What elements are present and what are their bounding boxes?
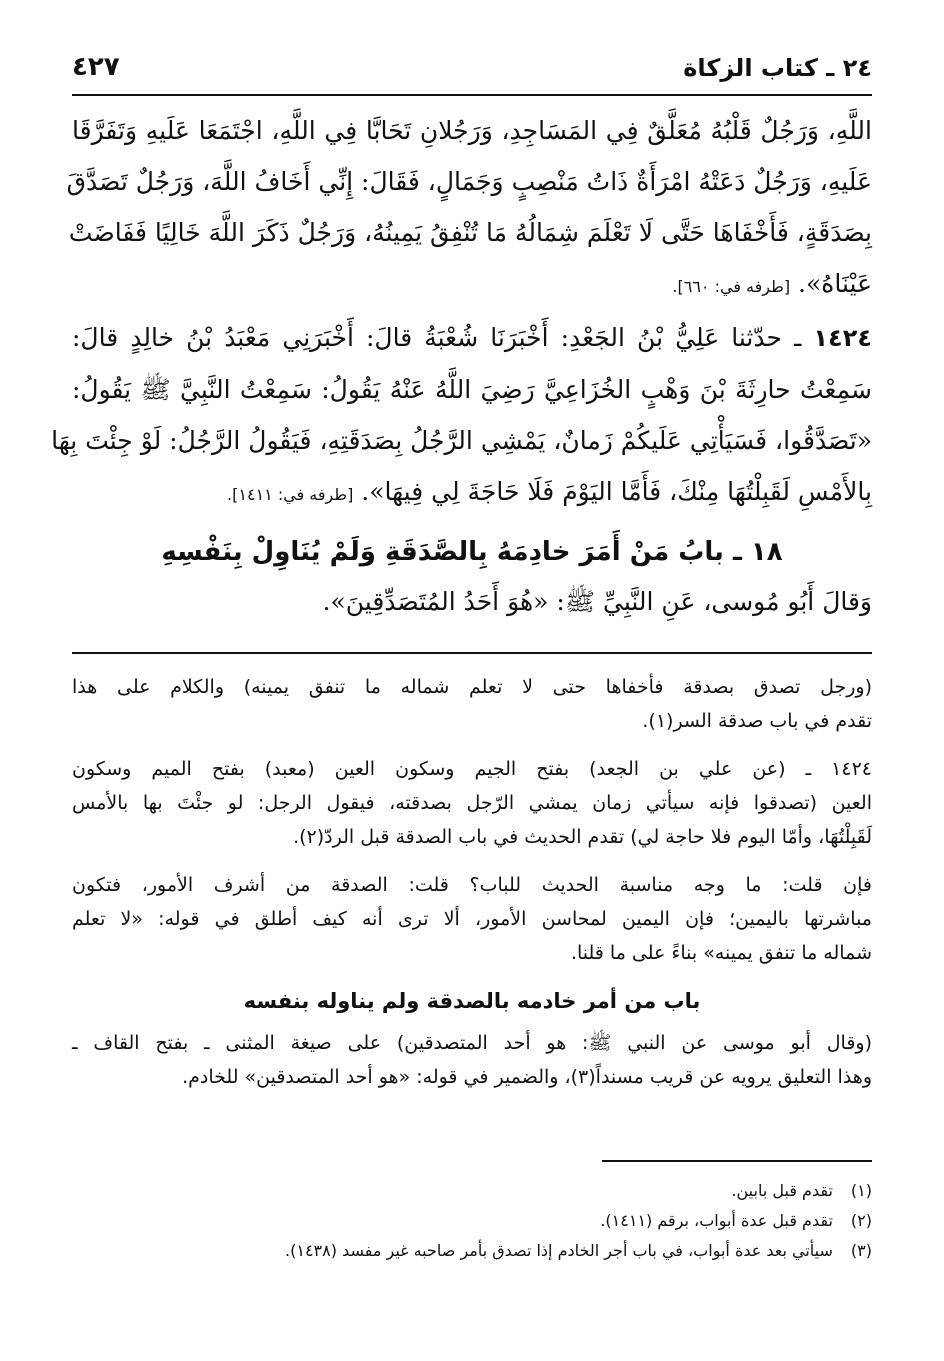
commentary-section-title: باب من أمر خادمه بالصدقة ولم يناوله بنفسه — [243, 989, 701, 1013]
hadith-1424-line-4-text: بِالأَمْسِ لَقَبِلْتُهَا مِنْكَ، فَأَمَّا اليَوْمَ فَلَا حَاجَةَ لِي فِيهَا». — [361, 477, 872, 506]
commentary-line: تقدم في باب صدقة السر(١). — [642, 710, 872, 732]
hadith-1424-line-4 — [72, 469, 872, 517]
footnote — [72, 1236, 872, 1266]
footnote — [72, 1206, 872, 1236]
page-header — [72, 40, 872, 96]
commentary-line: شماله ما تنفق يمينه» بناءً على ما قلنا. — [570, 942, 872, 964]
hadith-1424-line-3: «تَصَدَّقُوا، فَسَيَأْتِي عَلَيكُمْ زَمانٌ، يَمْشِي الرَّجُلُ بِصَدَقَتِهِ، فَيَقُولُ الرَّجُلُ: لَوْ جِئْتَ بِهَا — [51, 426, 872, 455]
commentary-section — [72, 652, 872, 1108]
page-number: ٤٢٧ — [72, 52, 120, 82]
commentary-paragraph — [72, 752, 872, 854]
hadith-line-4-text: عَيْنَاهُ». — [798, 269, 872, 298]
hadith-line-4 — [72, 261, 872, 309]
footnote-text: سيأتي بعد عدة أبواب، في باب أجر الخادم إذا تصدق بأمر صاحبه غير مفسد (١٤٣٨). — [285, 1241, 833, 1260]
commentary-line: (ورجل تصدق بصدقة فأخفاها حتى لا تعلم شماله ما تنفق يمينه) والكلام على هذا — [72, 676, 872, 698]
hadith-section — [51, 108, 872, 630]
commentary-paragraph — [72, 868, 872, 970]
footnote-number: (٢) — [850, 1211, 872, 1230]
commentary-line: مباشرتها باليمين؛ فإن اليمين لمحاسن الأمور، ألا ترى أنه كيف أطلق في قوله: «لا تعلم — [72, 908, 872, 930]
cross-reference: [طرفه في: ١٤١١]. — [227, 485, 354, 504]
hadith-1424-line-1 — [72, 315, 872, 361]
footnote-text: تقدم قبل عدة أبواب، برقم (١٤١١). — [600, 1211, 833, 1230]
hadith-1424-line-2: سَمِعْتُ حارِثَةَ بْنَ وَهْبٍ الخُزَاعِيَّ رَضِيَ اللَّهُ عَنْهُ يَقُولُ: سَمِعْتُ النَّبِيَّ ﷺ يَقُولُ: — [72, 375, 872, 404]
hadith-line-1: اللَّهِ، وَرَجُلٌ قَلْبُهُ مُعَلَّقٌ فِي المَسَاجِدِ، وَرَجُلانِ تَحَابَّا فِي اللَّهِ، اجْتَمَعَا عَلَيهِ وَتَفَرَّقَا — [72, 116, 872, 145]
hadith-number: ١٤٢٤ — [813, 324, 872, 352]
commentary-line: ١٤٢٤ ـ (عن علي بن الجعد) بفتح الجيم وسكون العين (معبد) بفتح الميم وسكون — [72, 758, 872, 780]
running-title: ٢٤ ـ كتاب الزكاة — [683, 54, 872, 82]
footnote-number: (١) — [850, 1181, 872, 1200]
commentary-paragraph — [72, 1026, 872, 1094]
commentary-line: العين (تصدقوا فإنه سيأتي زمان يمشي الرّجل بصدقته، فيقول الرجل: لو جئْتَ بها بالأمس — [72, 792, 872, 814]
commentary-line: لَقَبِلْتُهَا، وأمّا اليوم فلا حاجة لي) تقدم الحديث في باب الصدقة قبل الردّ(٢). — [293, 826, 872, 848]
chapter-subtext: وَقالَ أَبُو مُوسى، عَنِ النَّبِيِّ ﷺ: «هُوَ أَحَدُ المُتَصَدِّقِينَ». — [322, 587, 872, 616]
footnote-divider — [602, 1160, 872, 1162]
commentary-line: فإن قلت: ما وجه مناسبة الحديث للباب؟ قلت: الصدقة من أشرف الأمور، فتكون — [72, 874, 872, 896]
commentary-paragraph — [72, 670, 872, 738]
hadith-1424-line-1-text: ـ حدّثنا عَلِيُّ بْنُ الجَعْدِ: أَخْبَرَنَا شُعْبَةُ قالَ: أَخْبَرَنِي مَعْبَدُ بْنُ خالِدٍ قالَ: — [72, 323, 802, 352]
footnotes — [72, 1176, 872, 1266]
footnote-text: تقدم قبل بابين. — [731, 1181, 833, 1200]
hadith-line-2: عَلَيهِ، وَرَجُلٌ دَعَتْهُ امْرَأَةٌ ذَاتُ مَنْصِبٍ وَجَمَالٍ، فَقَالَ: إِنِّي أَخَافُ اللَّهَ، وَرَجُلٌ تَصَدَّقَ — [66, 167, 872, 196]
commentary-line: وهذا التعليق يرويه عن قريب مسنداً(٣)، والضمير في قوله: «هو أحد المتصدقين» للخادم. — [182, 1066, 872, 1088]
hadith-line-3: بِصَدَقَةٍ، فَأَخْفَاهَا حَتَّى لَا تَعْلَمَ شِمَالُهُ مَا تُنْفِقُ يَمِينُهُ، وَرَجُلٌ ذَكَرَ اللَّهَ خَالِيًا فَفَاضَتْ — [68, 218, 872, 247]
cross-reference: [طرفه في: ٦٦٠]. — [672, 277, 791, 296]
commentary-line: (وقال أبو موسى عن النبي ﷺ: هو أحد المتصدقين) على صيغة المثنى ـ بفتح القاف ـ — [72, 1032, 872, 1054]
footnote — [72, 1176, 872, 1206]
footnote-number: (٣) — [850, 1241, 872, 1260]
chapter-title: ١٨ ـ بابُ مَنْ أَمَرَ خادِمَهُ بِالصَّدَقَةِ وَلَمْ يُنَاوِلْ بِنَفْسِهِ — [161, 537, 783, 567]
